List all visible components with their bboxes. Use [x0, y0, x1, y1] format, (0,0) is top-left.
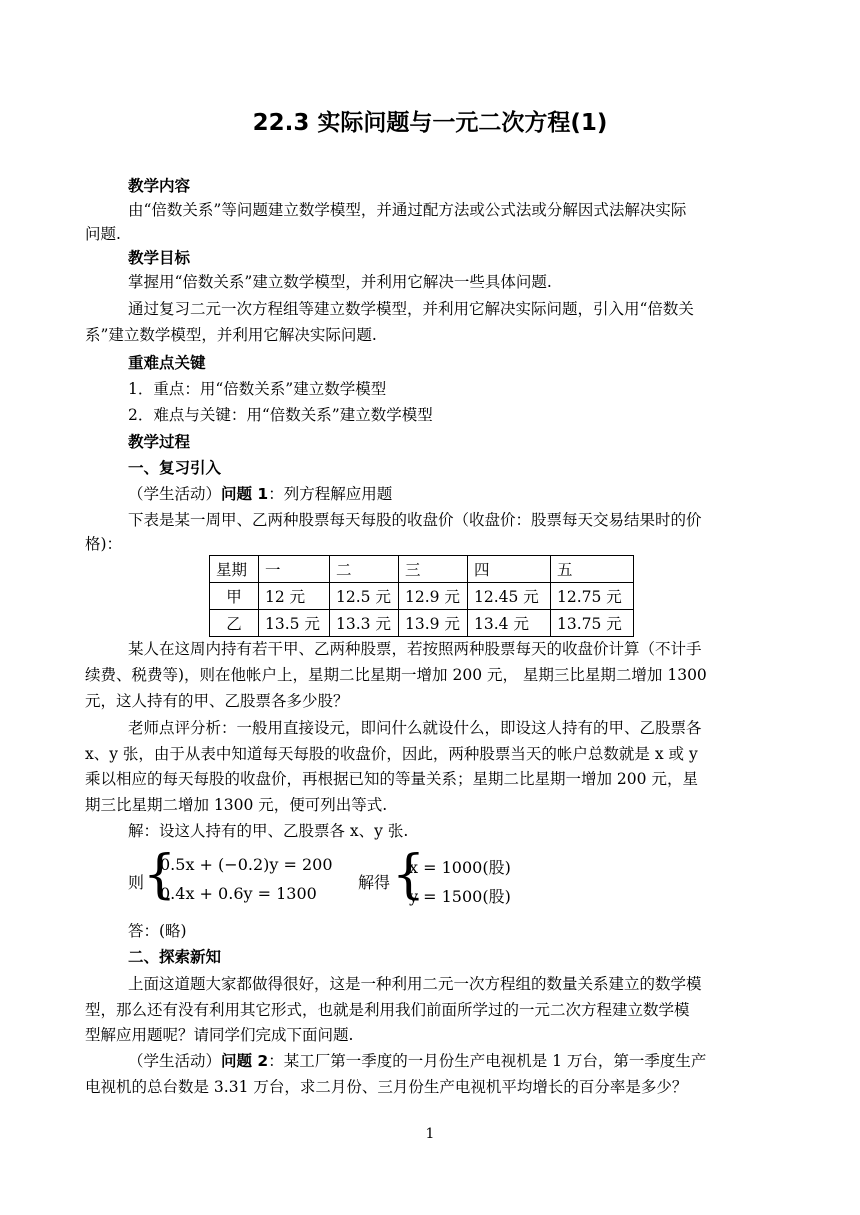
table-row	[210, 583, 634, 610]
table-cell: 13.75 元	[551, 610, 634, 637]
problem2-line	[128, 1050, 706, 1072]
table-cell: 乙	[210, 610, 259, 637]
table-cell: 星期	[210, 556, 259, 583]
goal-heading: 教学目标	[128, 249, 191, 267]
analysis-2: x、y 张，由于从表中知道每天每股的收盘价，因此，两种股票当天的帐户总数就是 x 或 y	[85, 745, 698, 763]
problem2-text: ：某工厂第一季度的一月份生产电视机是 1 万台，第一季度生产	[268, 1052, 707, 1070]
problem1-label: 问题 1	[221, 485, 269, 503]
table-cell: 13.3 元	[330, 610, 399, 637]
table-cell: 五	[551, 556, 634, 583]
analysis-1: 老师点评分析：一般用直接设元，即问什么就设什么，即设这人持有的甲、乙股票各	[128, 719, 702, 737]
question-3: 元，这人持有的甲、乙股票各多少股？	[85, 692, 349, 710]
solution-line: 解：设这人持有的甲、乙股票各 x、y 张.	[128, 822, 409, 840]
table-cell: 四	[468, 556, 551, 583]
equation-1: 0.5x + (−0.2)y = 200	[160, 855, 333, 874]
page-title: 22.3 实际问题与一元二次方程(1)	[252, 110, 608, 136]
solve-label: 解得	[358, 873, 391, 892]
problem1-text: ：列方程解应用题	[268, 485, 393, 503]
activity-prefix: （学生活动）	[128, 1052, 222, 1070]
table-header-row	[210, 556, 634, 583]
content-heading: 教学内容	[128, 177, 191, 195]
left-brace-icon: {	[143, 845, 177, 905]
table-row	[210, 610, 634, 637]
table-cell: 12.9 元	[399, 583, 468, 610]
table-cell: 13.5 元	[259, 610, 330, 637]
right-brace-icon: {	[392, 845, 426, 905]
activity-prefix: （学生活动）	[128, 485, 222, 503]
question-2: 续费、税费等)，则在他帐户上，星期二比星期一增加 200 元， 星期三比星期二增加 1300	[85, 666, 707, 684]
goal-text-2: 通过复习二元一次方程组等建立数学模型，并利用它解决实际问题，引入用“倍数关	[128, 300, 694, 318]
problem2-line-2: 电视机的总台数是 3.31 万台，求二月份、三月份生产电视机平均增长的百分率是多少？	[85, 1078, 688, 1096]
table-cell: 12 元	[259, 583, 330, 610]
equation-2: 0.4x + 0.6y = 1300	[160, 884, 317, 903]
table-cell: 一	[259, 556, 330, 583]
problem1-line	[128, 483, 392, 505]
table-cell: 13.9 元	[399, 610, 468, 637]
table-cell: 12.75 元	[551, 583, 634, 610]
key-item-1: 1．重点：用“倍数关系”建立数学模型	[128, 380, 387, 398]
explore-heading: 二、探索新知	[128, 948, 222, 966]
content-text-2: 问题.	[85, 225, 121, 243]
table-cell: 甲	[210, 583, 259, 610]
review-heading: 一、复习引入	[128, 459, 222, 477]
stock-price-table	[209, 555, 634, 637]
question-1: 某人在这周内持有若干甲、乙两种股票，若按照两种股票每天的收盘价计算（不计手	[128, 640, 702, 658]
analysis-3: 乘以相应的每天每股的收盘价，再根据已知的等量关系；星期二比星期一增加 200 元，星	[85, 770, 698, 788]
process-heading: 教学过程	[128, 433, 191, 451]
key-item-2: 2．难点与关键：用“倍数关系”建立数学模型	[128, 406, 433, 424]
table-cell: 三	[399, 556, 468, 583]
explore-1: 上面这道题大家都做得很好，这是一种利用二元一次方程组的数量关系建立的数学模	[128, 975, 702, 993]
answer-line: 答：(略)	[128, 922, 187, 940]
key-heading: 重难点关键	[128, 354, 206, 372]
goal-text-3: 系”建立数学模型，并利用它解决实际问题.	[85, 326, 377, 344]
explore-2: 型，那么还有没有利用其它形式，也就是利用我们前面所学过的一元二次方程建立数学模	[85, 1001, 690, 1019]
table-cell: 13.4 元	[468, 610, 551, 637]
analysis-4: 期三比星期二增加 1300 元，便可列出等式.	[85, 796, 388, 814]
explore-3: 型解应用题呢？请同学们完成下面问题.	[85, 1026, 354, 1044]
table-intro-2: 格)：	[85, 535, 123, 553]
page-number: 1	[425, 1126, 435, 1142]
table-cell: 12.5 元	[330, 583, 399, 610]
solution-y: y = 1500(股)	[409, 887, 511, 906]
solution-x: x = 1000(股)	[409, 858, 511, 877]
table-intro-1: 下表是某一周甲、乙两种股票每天每股的收盘价（收盘价：股票每天交易结果时的价	[128, 511, 702, 529]
then-label: 则	[128, 873, 145, 892]
table-cell: 二	[330, 556, 399, 583]
problem2-label: 问题 2	[221, 1052, 269, 1070]
goal-text-1: 掌握用“倍数关系”建立数学模型，并利用它解决一些具体问题.	[128, 273, 552, 291]
content-text-1: 由“倍数关系”等问题建立数学模型，并通过配方法或公式法或分解因式法解决实际	[128, 201, 687, 219]
table-cell: 12.45 元	[468, 583, 551, 610]
